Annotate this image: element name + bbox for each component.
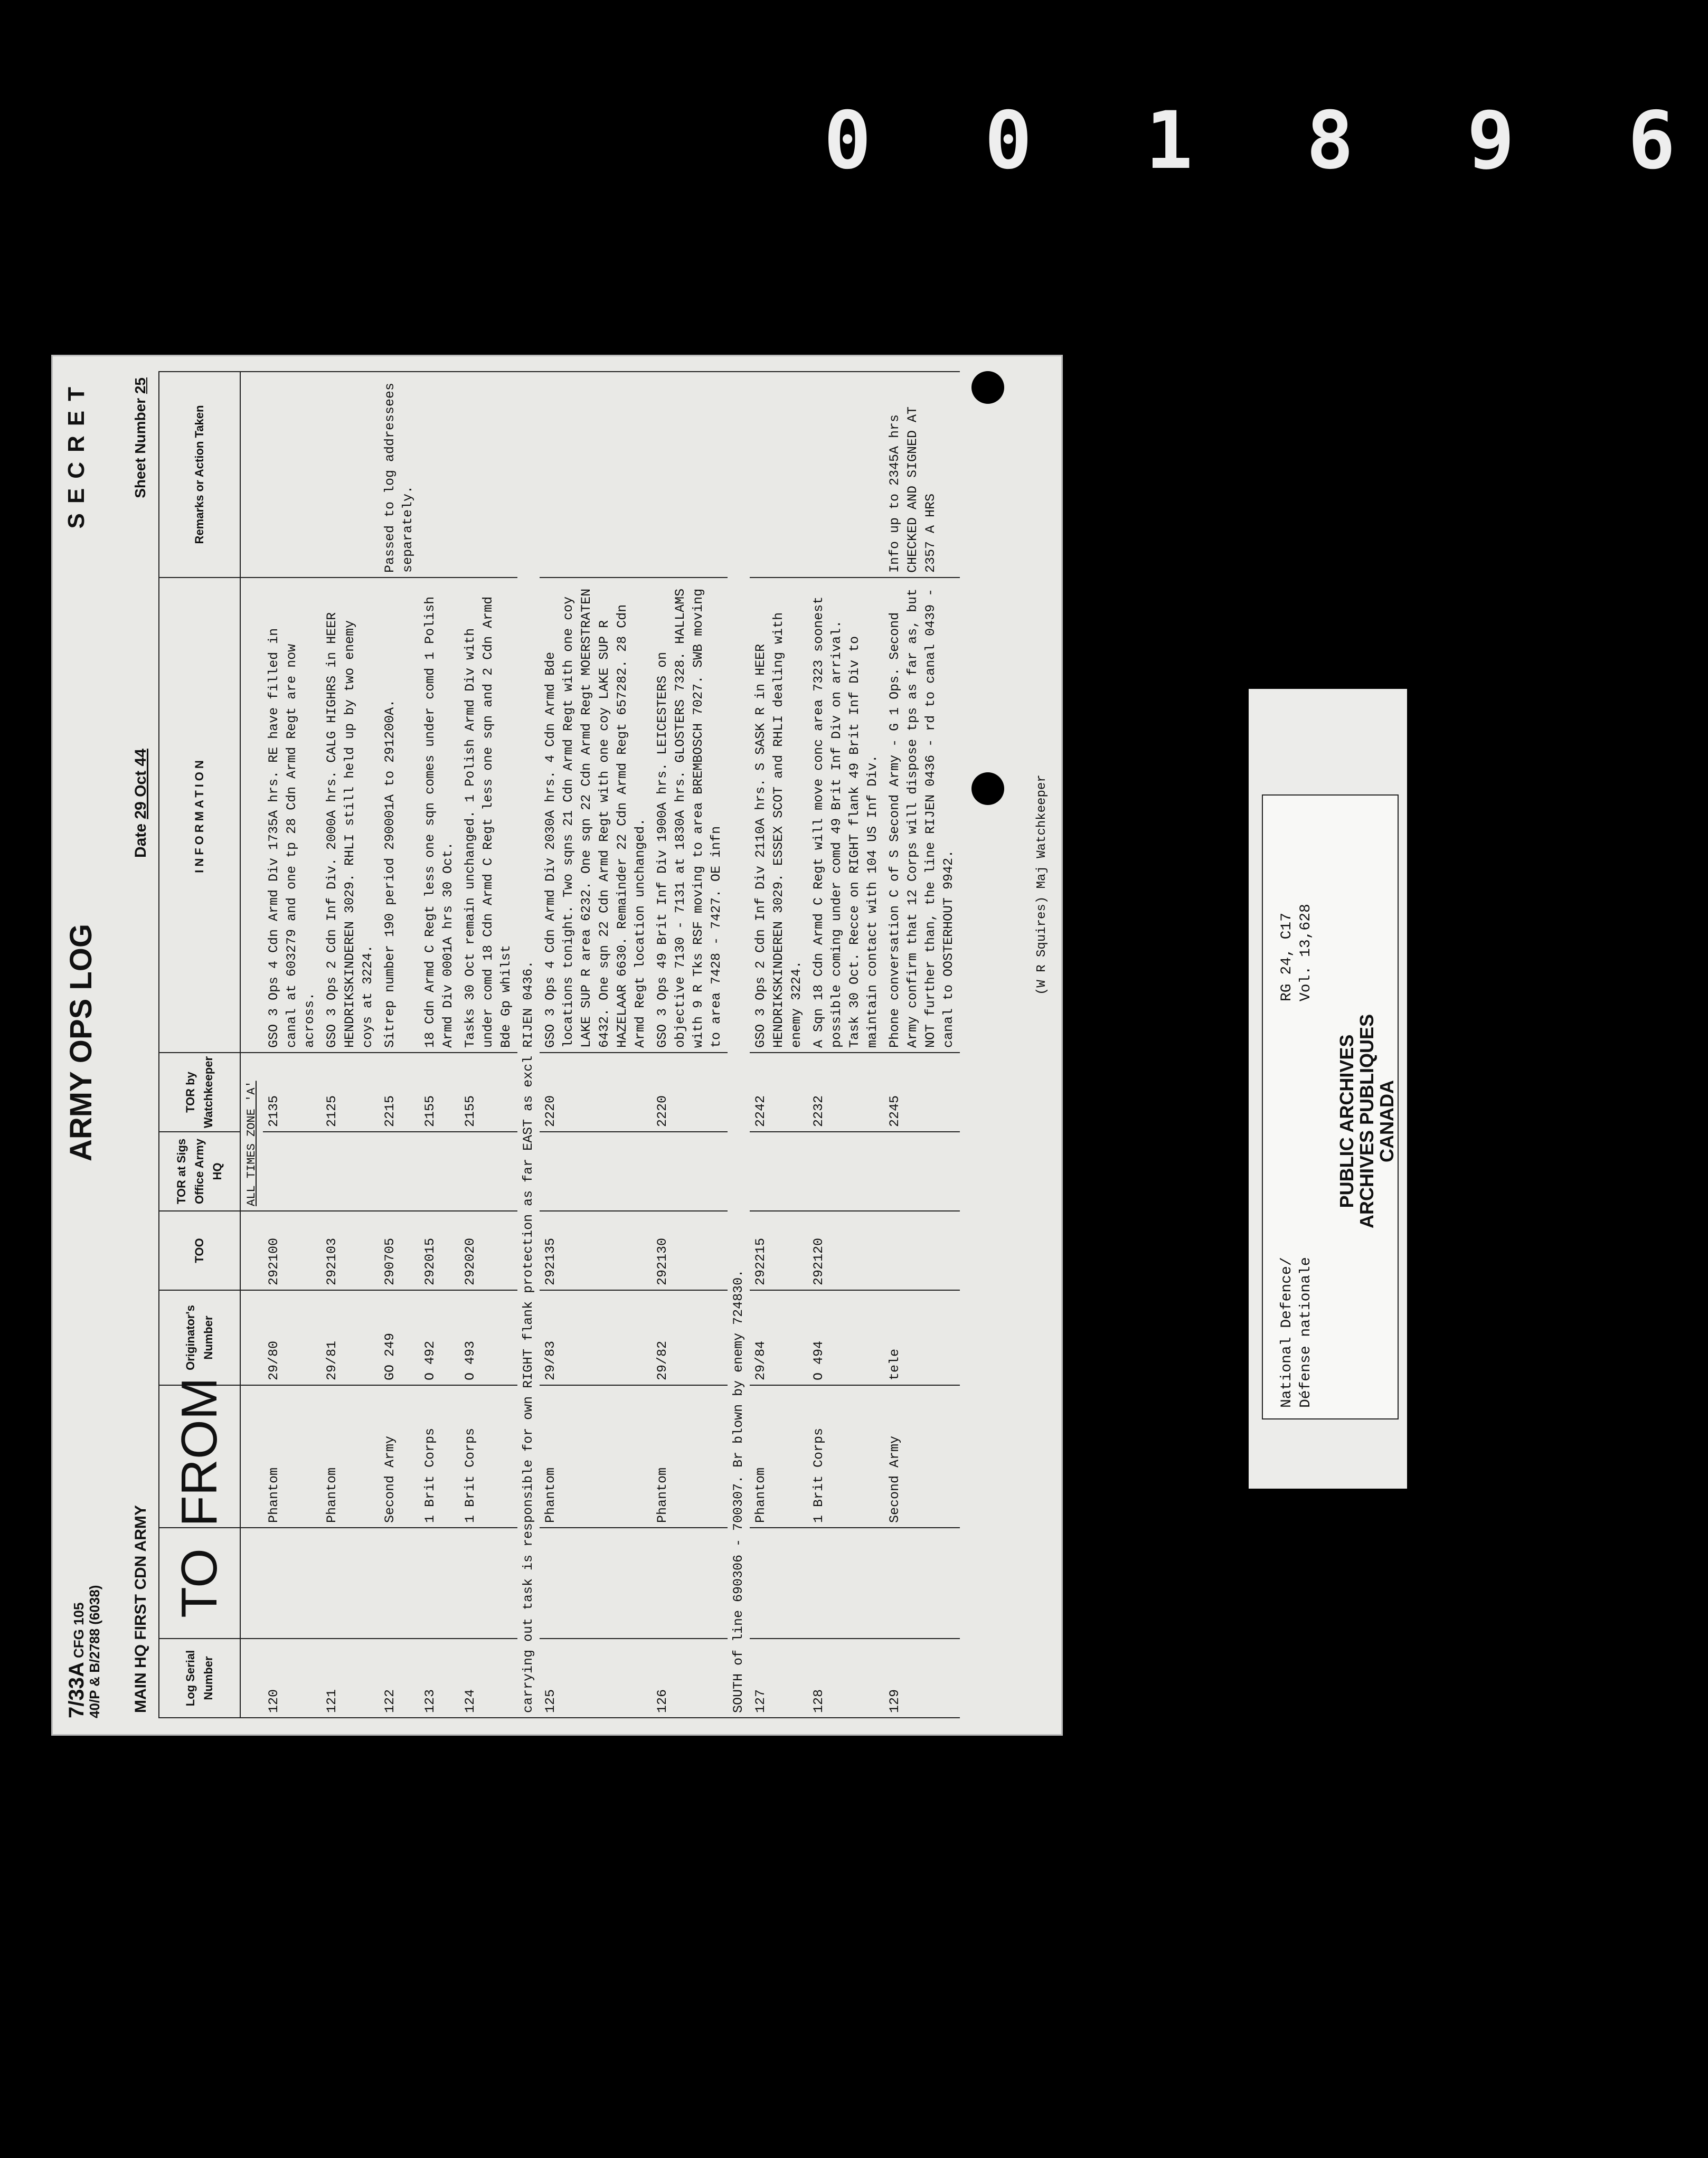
too-cell: 292215	[750, 1211, 808, 1290]
serial-cell: 124	[459, 1639, 517, 1718]
unit-name: MAIN HQ FIRST CDN ARMY	[132, 1505, 149, 1713]
originator-cell: O 492	[419, 1290, 459, 1385]
from-cell: Phantom	[652, 1385, 728, 1528]
too-cell	[884, 1211, 960, 1290]
too-cell: 292120	[808, 1211, 884, 1290]
tor-sigs-cell	[652, 1132, 728, 1211]
information-cell: GSO 3 Ops 49 Brit Inf Div 1900A hrs. LEICESTERS on objective 7130 - 7131 at 1830A hrs. GLOSTERS 7328. HALLAMS with 9 R Tks RSF moving to area BREMBOSCH 7027. SWB moving to area 7428 - 7427. OE infn	[652, 578, 728, 1053]
too-cell: 292130	[652, 1211, 728, 1290]
serial-cell: 123	[419, 1639, 459, 1718]
originator-cell: 29/83	[540, 1290, 652, 1385]
log-row	[379, 372, 419, 1718]
originator-cell: 29/81	[321, 1290, 379, 1385]
tor-watch-cell: 2135	[263, 1053, 321, 1132]
tor-sigs-cell	[419, 1132, 459, 1211]
col-tor-sigs: TOR at Sigs Office Army HQ	[159, 1132, 240, 1211]
remarks-cell	[263, 372, 321, 578]
stamp-line1: PUBLIC ARCHIVES	[1336, 1034, 1357, 1208]
information-cell: 18 Cdn Armd C Regt less one sqn comes under comd 1 Polish Armd Div 0001A hrs 30 Oct.	[419, 578, 459, 1053]
dept-line2: Défense nationale	[1298, 1257, 1314, 1408]
continuation-text: carrying out task is responsible for own RIGHT flank protection as far EAST as excl RIJEN 0436.	[517, 372, 540, 1718]
too-cell: 292100	[263, 1211, 321, 1290]
punch-hole	[971, 772, 1004, 805]
sheet-number-value: 25	[132, 377, 148, 394]
from-cell: Phantom	[321, 1385, 379, 1528]
log-title: ARMY OPS LOG	[64, 923, 98, 1162]
date-field	[132, 749, 150, 858]
from-cell: Phantom	[263, 1385, 321, 1528]
form-code: CFG 105	[71, 1602, 87, 1659]
tor-watch-cell: 2155	[459, 1053, 517, 1132]
stamp-line3: CANADA	[1376, 1080, 1398, 1162]
tor-watch-cell: 2245	[884, 1053, 960, 1132]
from-cell: Phantom	[750, 1385, 808, 1528]
too-cell: 292103	[321, 1211, 379, 1290]
col-to: TO	[159, 1528, 240, 1639]
originator-cell: 29/82	[652, 1290, 728, 1385]
to-cell	[884, 1528, 960, 1639]
to-cell	[540, 1528, 652, 1639]
originator-cell: O 493	[459, 1290, 517, 1385]
record-group: RG 24, C17	[1279, 912, 1295, 1001]
time-zone-note: ALL TIMES ZONE 'A'	[240, 1053, 263, 1211]
tor-watch-cell: 2215	[379, 1053, 419, 1132]
tor-watch-cell: 2155	[419, 1053, 459, 1132]
col-serial: Log Serial Number	[159, 1639, 240, 1718]
col-too: TOO	[159, 1211, 240, 1290]
tor-watch-cell: 2125	[321, 1053, 379, 1132]
originator-cell: 29/80	[263, 1290, 321, 1385]
tor-watch-cell: 2232	[808, 1053, 884, 1132]
information-cell: GSO 3 Ops 4 Cdn Armd Div 2030A hrs. 4 Cdn Armd Bde locations tonight. Two sqns 21 Cdn Armd Regt with one coy LAKE SUP R area 6232. One sqn 22 Cdn Armd Regt MOERSTRATEN 6432. One sqn 22 Cdn Armd Regt with one coy LAKE SUP R HAZELAAR 6630. Remainder 22 Cdn Armd Regt 657282. 28 Cdn Armd Regt location unchanged.	[540, 578, 652, 1053]
tor-sigs-cell	[750, 1132, 808, 1211]
information-cell: Sitrep number 190 period 290001A to 291200A.	[379, 578, 419, 1053]
information-cell: Phone conversation C of S Second Army - G 1 Ops. Second Army confirm that 12 Corps will dispose tps as far as, but NOT further than, the line RIJEN 0436 - rd to canal 0439 - canal to OOSTERHOUT 9942.	[884, 578, 960, 1053]
log-table	[158, 371, 960, 1718]
dept-line1: National Defence/	[1279, 1257, 1295, 1408]
from-cell: Second Army	[884, 1385, 960, 1528]
record-ref	[1278, 904, 1316, 1001]
serial-cell: 121	[321, 1639, 379, 1718]
tor-sigs-cell	[540, 1132, 652, 1211]
serial-cell: 126	[652, 1639, 728, 1718]
col-remarks: Remarks or Action Taken	[159, 372, 240, 578]
record-volume: Vol. 13,628	[1298, 904, 1314, 1001]
remarks-cell	[808, 372, 884, 578]
form-reference	[65, 1497, 102, 1718]
too-cell: 292015	[419, 1211, 459, 1290]
information-cell: GSO 3 Ops 4 Cdn Armd Div 1735A hrs. RE have filled in canal at 603279 and one tp 28 Cdn Armd Regt are now across.	[263, 578, 321, 1053]
information-cell: GSO 3 Ops 2 Cdn Inf Div. 2000A hrs. CALG HIGHRS in HEER HENDRIKSKINDEREN 3029. RHLI still held up by two enemy coys at 3224.	[321, 578, 379, 1053]
log-row	[321, 372, 379, 1718]
continuation-text: SOUTH of line 690306 - 700307. Br blown by enemy 724830.	[728, 372, 750, 1718]
remarks-cell	[652, 372, 728, 578]
punch-hole	[971, 371, 1004, 404]
to-cell	[379, 1528, 419, 1639]
to-cell	[459, 1528, 517, 1639]
information-cell: GSO 3 Ops 2 Cdn Inf Div 2110A hrs. S SASK R in HEER HENDRIKSKINDEREN 3029. ESSEX SCOT and RHLI dealing with enemy 3224.	[750, 578, 808, 1053]
log-row	[652, 372, 728, 1718]
tor-sigs-cell	[459, 1132, 517, 1211]
tor-watch-cell: 2242	[750, 1053, 808, 1132]
col-from: FROM	[159, 1385, 240, 1528]
serial-cell: 127	[750, 1639, 808, 1718]
dept-name	[1278, 1257, 1316, 1408]
information-cell: A Sqn 18 Cdn Armd C Regt will move conc area 7323 soonest possible coming under comd 49 Brit Inf Div on arrival. Task 30 Oct. Recce on RIGHT flank 49 Brit Inf Div to maintain contact with 104 US Inf Div.	[808, 578, 884, 1053]
too-cell: 290705	[379, 1211, 419, 1290]
log-row	[459, 372, 517, 1718]
log-entries	[263, 372, 960, 1718]
tor-watch-cell: 2220	[540, 1053, 652, 1132]
originator-cell: 29/84	[750, 1290, 808, 1385]
col-tor-watch: TOR by Watchkeeper	[159, 1053, 240, 1132]
remarks-cell: Info up to 2345A hrs CHECKED AND SIGNED AT 2357 A HRS	[884, 372, 960, 578]
remarks-cell	[540, 372, 652, 578]
serial-cell: 122	[379, 1639, 419, 1718]
too-cell: 292020	[459, 1211, 517, 1290]
too-cell: 292135	[540, 1211, 652, 1290]
form-ref: 7/33A	[65, 1662, 88, 1718]
classification: SECRET	[63, 377, 89, 529]
ops-log-sheet	[53, 356, 1061, 1734]
information-cell: Tasks 30 Oct remain unchanged. 1 Polish Armd Div with under comd 18 Cdn Armd C Regt less one sqn and 2 Cdn Armd Bde Gp whilst	[459, 578, 517, 1053]
serial-cell: 128	[808, 1639, 884, 1718]
serial-cell: 129	[884, 1639, 960, 1718]
remarks-cell: Passed to log addressees separately.	[379, 372, 419, 578]
watchkeeper-signature: (W R Squires) Maj Watchkeeper	[1035, 774, 1049, 995]
originator-cell: GO 249	[379, 1290, 419, 1385]
from-cell: Phantom	[540, 1385, 652, 1528]
to-cell	[321, 1528, 379, 1639]
log-row	[884, 372, 960, 1718]
tor-watch-cell: 2220	[652, 1053, 728, 1132]
date-value: 29 Oct 44	[132, 749, 149, 819]
date-label: Date	[132, 823, 149, 858]
sheet-number-label: Sheet Number	[132, 397, 148, 498]
tor-sigs-cell	[321, 1132, 379, 1211]
to-cell	[808, 1528, 884, 1639]
remarks-cell	[419, 372, 459, 578]
to-cell	[652, 1528, 728, 1639]
remarks-cell	[459, 372, 517, 578]
from-cell: Second Army	[379, 1385, 419, 1528]
to-cell	[263, 1528, 321, 1639]
log-continuation-row	[728, 372, 750, 1718]
log-row	[750, 372, 808, 1718]
sheet-number	[132, 377, 149, 498]
archives-stamp	[1337, 1014, 1397, 1228]
serial-cell: 120	[263, 1639, 321, 1718]
tor-sigs-cell	[263, 1132, 321, 1211]
to-cell	[419, 1528, 459, 1639]
tor-sigs-cell	[884, 1132, 960, 1211]
to-cell	[750, 1528, 808, 1639]
form-print: 40/P & B/2788 (6038)	[87, 1585, 102, 1718]
log-row	[263, 372, 321, 1718]
from-cell: 1 Brit Corps	[808, 1385, 884, 1528]
tor-sigs-cell	[379, 1132, 419, 1211]
originator-cell: O 494	[808, 1290, 884, 1385]
log-row	[808, 372, 884, 1718]
originator-cell: tele	[884, 1290, 960, 1385]
serial-cell: 125	[540, 1639, 652, 1718]
frame-number: 0 0 1 8 9 6	[824, 95, 1708, 187]
col-originator: Originator's Number	[159, 1290, 240, 1385]
col-information: INFORMATION	[159, 578, 240, 1053]
remarks-cell	[750, 372, 808, 578]
from-cell: 1 Brit Corps	[419, 1385, 459, 1528]
log-row	[540, 372, 652, 1718]
stamp-line2: ARCHIVES PUBLIQUES	[1356, 1014, 1377, 1228]
from-cell: 1 Brit Corps	[459, 1385, 517, 1528]
remarks-cell	[321, 372, 379, 578]
archive-label	[1262, 794, 1399, 1419]
tor-sigs-cell	[808, 1132, 884, 1211]
log-row	[419, 372, 459, 1718]
log-continuation-row	[517, 372, 540, 1718]
